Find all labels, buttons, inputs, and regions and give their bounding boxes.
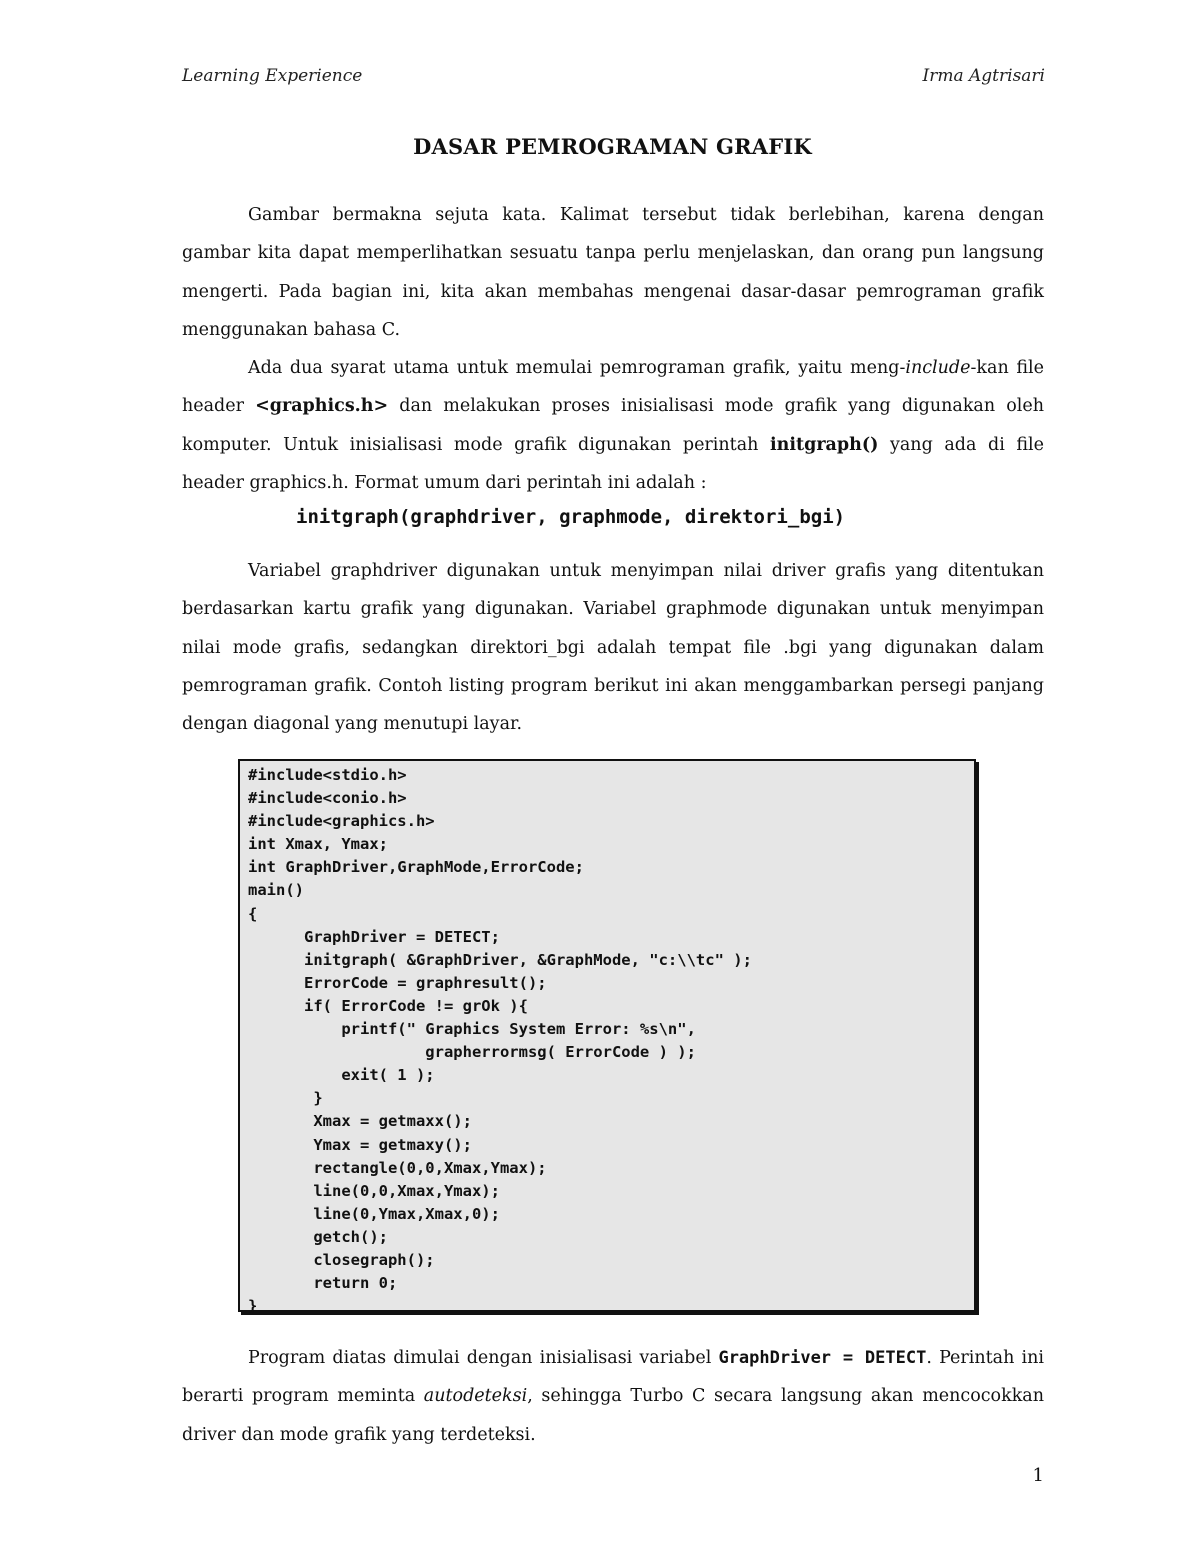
code-line: closegraph(); <box>248 1250 435 1269</box>
p2-initgraph-word: initgraph() <box>769 434 879 455</box>
code-line: getch(); <box>248 1227 388 1246</box>
code-line: if( ErrorCode != grOk ){ <box>248 996 528 1015</box>
paragraph-requirements <box>182 349 1044 502</box>
initgraph-formula: initgraph(graphdriver, graphmode, direktori_bgi) <box>296 506 846 528</box>
code-line: rectangle(0,0,Xmax,Ymax); <box>248 1158 547 1177</box>
code-line: int Xmax, Ymax; <box>248 835 388 854</box>
p2-header-file: <graphics.h> <box>255 396 389 417</box>
header-author-left: Learning Experience <box>182 66 363 86</box>
p2-include-word: include <box>905 358 971 378</box>
p4-autodeteksi: autodeteksi <box>423 1386 528 1407</box>
paragraph-variables-text: Variabel graphdriver digunakan untuk menyimpan nilai driver grafis yang ditentukan berdasarkan kartu grafik yang digunakan. Variabel graphmode digunakan untuk menyimpan nilai mode grafis, sedangkan direktori_bgi adalah tempat file .bgi yang digunakan dalam pemrograman grafik. Contoh listing program berikut ini akan menggambarkan persegi panjang dengan diagonal yang menutupi layar. <box>182 561 1044 735</box>
paragraph-variables <box>182 552 1044 743</box>
p2-part4: yang ada di file header graphics.h. Format umum dari perintah ini adalah : <box>182 434 1044 493</box>
code-line: } <box>248 1297 258 1316</box>
code-line: #include<conio.h> <box>248 789 407 808</box>
paragraph-intro-text: Gambar bermakna sejuta kata. Kalimat tersebut tidak berlebihan, karena dengan gambar kita dapat memperlihatkan sesuatu tanpa perlu menjelaskan, dan orang pun langsung mengerti. Pada bagian ini, kita akan membahas mengenai dasar-dasar pemrograman grafik menggunakan bahasa C. <box>182 205 1044 340</box>
code-line: Xmax = getmaxx(); <box>248 1112 472 1131</box>
code-line: ErrorCode = graphresult(); <box>248 973 547 992</box>
header-author-right: Irma Agtrisari <box>922 66 1045 86</box>
paragraph-requirements-text <box>182 349 1044 502</box>
p2-part2: -kan file header <box>182 358 1044 417</box>
p4-code-ref: GraphDriver = DETECT <box>718 1348 927 1368</box>
code-listing <box>248 764 974 1318</box>
code-line: { <box>248 904 258 923</box>
code-line: GraphDriver = DETECT; <box>248 927 500 946</box>
paragraph-explanation <box>182 1339 1044 1454</box>
code-line: #include<stdio.h> <box>248 766 407 784</box>
p2-part3: dan melakukan proses inisialisasi mode grafik yang digunakan oleh komputer. Untuk inisialisasi mode grafik digunakan perintah <box>182 396 1044 455</box>
page-title: DASAR PEMROGRAMAN GRAFIK <box>413 134 812 159</box>
p4-part3: , sehingga Turbo C secara langsung akan mencocokkan driver dan mode grafik yang terdeteksi. <box>182 1386 1044 1445</box>
code-line: int GraphDriver,GraphMode,ErrorCode; <box>248 858 584 877</box>
p4-part2: . Perintah ini berarti program meminta <box>182 1348 1044 1407</box>
code-line: initgraph( &GraphDriver, &GraphMode, "c:\\tc" ); <box>248 950 752 969</box>
code-line: Ymax = getmaxy(); <box>248 1135 472 1154</box>
code-listing-box <box>238 759 976 1316</box>
paragraph-explanation-text <box>182 1339 1044 1454</box>
p4-part1: Program diatas dimulai dengan inisialisasi variabel <box>248 1348 719 1368</box>
paragraph-intro <box>182 196 1044 349</box>
code-line: main() <box>248 881 304 900</box>
code-line: #include<graphics.h> <box>248 812 435 831</box>
p2-part1: Ada dua syarat utama untuk memulai pemrograman grafik, yaitu meng- <box>248 358 906 378</box>
code-line: exit( 1 ); <box>248 1066 435 1085</box>
code-line: grapherrormsg( ErrorCode ) ); <box>248 1043 696 1062</box>
code-line: line(0,Ymax,Xmax,0); <box>248 1204 500 1223</box>
page-number: 1 <box>1032 1465 1044 1486</box>
code-line: } <box>248 1089 323 1108</box>
code-line: printf(" Graphics System Error: %s\n", <box>248 1020 696 1039</box>
code-line: return 0; <box>248 1274 398 1293</box>
code-line: line(0,0,Xmax,Ymax); <box>248 1181 500 1200</box>
